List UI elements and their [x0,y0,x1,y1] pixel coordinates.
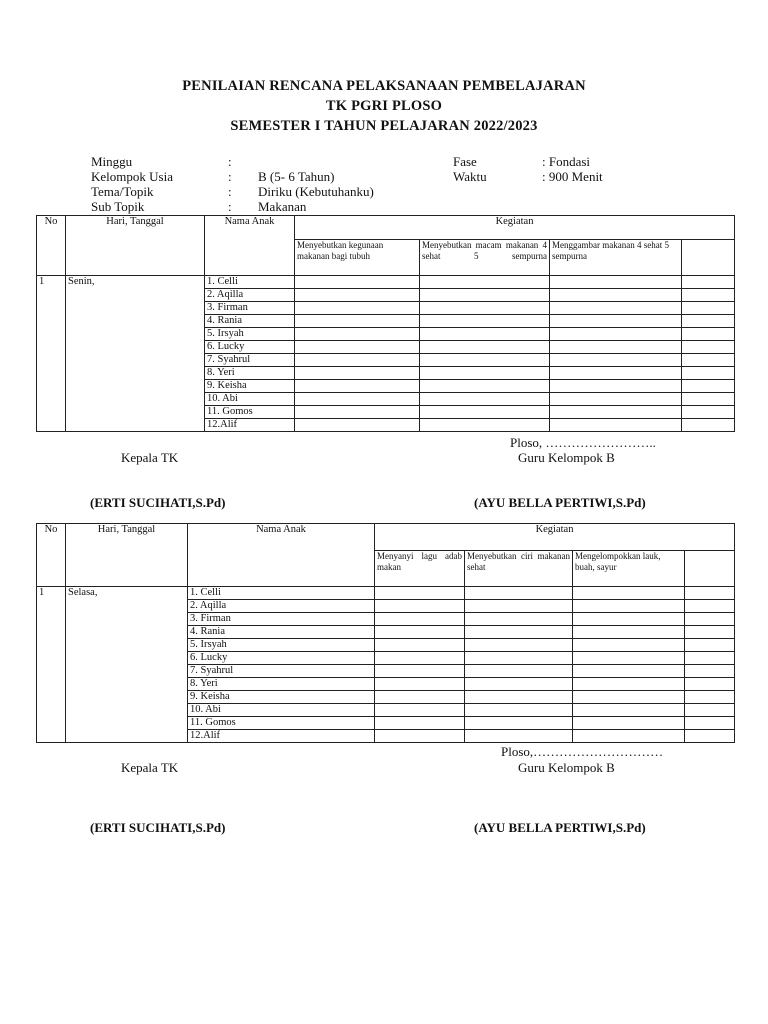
kelompok-sep: : [228,169,232,184]
student-name: 9. Keisha [188,691,375,704]
score-cell[interactable] [465,704,573,717]
waktu-value: : 900 Menit [542,169,603,184]
student-name: 8. Yeri [205,367,295,380]
score-cell[interactable] [375,678,465,691]
student-name: 8. Yeri [188,678,375,691]
score-cell[interactable] [465,678,573,691]
subtopik-sep: : [228,199,232,214]
score-cell[interactable] [465,691,573,704]
score-cell[interactable] [685,626,735,639]
score-cell[interactable] [550,419,682,432]
score-cell[interactable] [573,587,685,600]
score-cell[interactable] [465,665,573,678]
score-cell[interactable] [465,600,573,613]
student-name: 5. Irsyah [205,328,295,341]
activity-header: Menyanyi lagu adab makan [375,551,465,587]
score-cell[interactable] [295,419,420,432]
tema-sep: : [228,184,232,199]
score-cell[interactable] [295,328,420,341]
subtopik-label: Sub Topik [91,199,145,214]
student-name: 11. Gomos [188,717,375,730]
score-cell[interactable] [295,276,420,289]
score-cell[interactable] [295,380,420,393]
assessment-table-1 [36,215,735,432]
score-cell[interactable] [685,587,735,600]
score-cell[interactable] [550,328,682,341]
score-cell[interactable] [420,367,550,380]
table-row [37,276,735,289]
score-cell[interactable] [573,665,685,678]
score-cell[interactable] [375,652,465,665]
score-cell[interactable] [420,276,550,289]
principal-name: (ERTI SUCIHATI,S.Pd) [90,820,226,835]
score-cell[interactable] [465,730,573,743]
student-name: 9. Keisha [205,380,295,393]
score-cell[interactable] [420,289,550,302]
score-cell[interactable] [295,341,420,354]
score-cell[interactable] [420,406,550,419]
activity-header: Menggambar makanan 4 sehat 5 sempurna [550,240,682,276]
student-name: 10. Abi [205,393,295,406]
principal-name: (ERTI SUCIHATI,S.Pd) [90,495,226,510]
score-cell[interactable] [295,406,420,419]
score-cell[interactable] [550,406,682,419]
score-cell[interactable] [682,393,735,406]
score-cell[interactable] [420,354,550,367]
teacher-name: (AYU BELLA PERTIWI,S.Pd) [474,820,646,835]
minggu-sep: : [228,154,232,169]
score-cell[interactable] [420,341,550,354]
table-2-body [37,587,735,743]
score-cell[interactable] [295,289,420,302]
score-cell[interactable] [420,380,550,393]
student-name: 3. Firman [188,613,375,626]
col-hari-header: Hari, Tanggal [66,216,205,276]
day-date: Senin, [66,276,205,432]
student-name: 12.Alif [188,730,375,743]
student-name: 7. Syahrul [188,665,375,678]
score-cell[interactable] [685,639,735,652]
student-name: 1. Celli [188,587,375,600]
score-cell[interactable] [375,626,465,639]
score-cell[interactable] [682,406,735,419]
activity-header: Menyebutkan kegunaan makanan bagi tubuh [295,240,420,276]
score-cell[interactable] [295,367,420,380]
score-cell[interactable] [465,652,573,665]
score-cell[interactable] [420,302,550,315]
activity-header: Menyebutkan ciri makanan sehat [465,551,573,587]
score-cell[interactable] [573,626,685,639]
score-cell[interactable] [550,380,682,393]
student-name: 4. Rania [205,315,295,328]
score-cell[interactable] [682,276,735,289]
score-cell[interactable] [550,289,682,302]
tema-value: Diriku (Kebutuhanku) [258,184,374,199]
col-no-header: No [37,216,66,276]
score-cell[interactable] [550,367,682,380]
score-cell[interactable] [682,380,735,393]
student-name: 12.Alif [205,419,295,432]
score-cell[interactable] [465,717,573,730]
score-cell[interactable] [375,639,465,652]
score-cell[interactable] [682,367,735,380]
teacher-role: Guru Kelompok B [518,450,615,465]
col-kegiatan-header: Kegiatan [295,216,735,240]
score-cell[interactable] [420,393,550,406]
score-cell[interactable] [465,613,573,626]
score-cell[interactable] [420,328,550,341]
student-name: 5. Irsyah [188,639,375,652]
score-cell[interactable] [375,600,465,613]
score-cell[interactable] [685,717,735,730]
score-cell[interactable] [573,678,685,691]
col-kegiatan-header: Kegiatan [375,524,735,551]
student-name: 1. Celli [205,276,295,289]
score-cell[interactable] [573,704,685,717]
teacher-role: Guru Kelompok B [518,760,615,775]
row-number: 1 [37,276,66,432]
score-cell[interactable] [682,315,735,328]
fase-label: Fase [453,154,477,169]
score-cell[interactable] [465,626,573,639]
score-cell[interactable] [420,315,550,328]
activity-header-empty [685,551,735,587]
tema-label: Tema/Topik [91,184,154,199]
minggu-label: Minggu [91,154,133,169]
table-1-body [37,276,735,432]
score-cell[interactable] [685,613,735,626]
score-cell[interactable] [682,302,735,315]
score-cell[interactable] [573,652,685,665]
score-cell[interactable] [375,613,465,626]
row-number: 1 [37,587,66,743]
score-cell[interactable] [550,276,682,289]
day-date: Selasa, [66,587,188,743]
score-cell[interactable] [375,704,465,717]
score-cell[interactable] [295,315,420,328]
student-name: 2. Aqilla [205,289,295,302]
score-cell[interactable] [682,328,735,341]
score-cell[interactable] [573,600,685,613]
score-cell[interactable] [685,665,735,678]
kelompok-label: Kelompok Usia [91,169,173,184]
assessment-table-2 [36,523,735,743]
fase-value: : Fondasi [542,154,591,169]
col-hari-header: Hari, Tanggal [66,524,188,587]
score-cell[interactable] [682,354,735,367]
principal-role: Kepala TK [121,450,179,465]
col-no-header: No [37,524,66,587]
score-cell[interactable] [295,354,420,367]
score-cell[interactable] [550,354,682,367]
waktu-label: Waktu [453,169,487,184]
col-nama-header: Nama Anak [205,216,295,276]
student-name: 4. Rania [188,626,375,639]
score-cell[interactable] [573,691,685,704]
place-date: Ploso,………………………… [501,744,664,759]
col-nama-header: Nama Anak [188,524,375,587]
student-name: 6. Lucky [188,652,375,665]
document-title: PENILAIAN RENCANA PELAKSANAAN PEMBELAJARAN [182,78,586,94]
score-cell[interactable] [685,730,735,743]
kelompok-value: B (5- 6 Tahun) [258,169,335,184]
student-name: 7. Syahrul [205,354,295,367]
score-cell[interactable] [550,393,682,406]
place-date: Ploso, …………………….. [510,435,656,450]
student-name: 6. Lucky [205,341,295,354]
student-name: 11. Gomos [205,406,295,419]
score-cell[interactable] [375,730,465,743]
activity-header: Mengelompokkan lauk, buah, sayur [573,551,685,587]
score-cell[interactable] [550,302,682,315]
score-cell[interactable] [685,600,735,613]
score-cell[interactable] [375,691,465,704]
score-cell[interactable] [685,678,735,691]
score-cell[interactable] [573,639,685,652]
score-cell[interactable] [682,419,735,432]
score-cell[interactable] [682,341,735,354]
score-cell[interactable] [375,717,465,730]
score-cell[interactable] [682,289,735,302]
score-cell[interactable] [573,730,685,743]
score-cell[interactable] [465,587,573,600]
score-cell[interactable] [420,419,550,432]
score-cell[interactable] [295,302,420,315]
student-name: 3. Firman [205,302,295,315]
score-cell[interactable] [573,613,685,626]
semester-title: SEMESTER I TAHUN PELAJARAN 2022/2023 [230,118,538,134]
score-cell[interactable] [295,393,420,406]
score-cell[interactable] [573,717,685,730]
score-cell[interactable] [685,652,735,665]
school-name: TK PGRI PLOSO [325,98,443,114]
student-name: 2. Aqilla [188,600,375,613]
teacher-name: (AYU BELLA PERTIWI,S.Pd) [474,495,646,510]
subtopik-value: Makanan [258,199,307,214]
student-name: 10. Abi [188,704,375,717]
table-row [37,587,735,600]
score-cell[interactable] [550,341,682,354]
activity-header-empty [682,240,735,276]
score-cell[interactable] [685,704,735,717]
score-cell[interactable] [375,587,465,600]
score-cell[interactable] [465,639,573,652]
score-cell[interactable] [685,691,735,704]
activity-header: Menyebutkan macam makanan 4 sehat 5 sempurna [420,240,550,276]
score-cell[interactable] [550,315,682,328]
principal-role: Kepala TK [121,760,179,775]
score-cell[interactable] [375,665,465,678]
